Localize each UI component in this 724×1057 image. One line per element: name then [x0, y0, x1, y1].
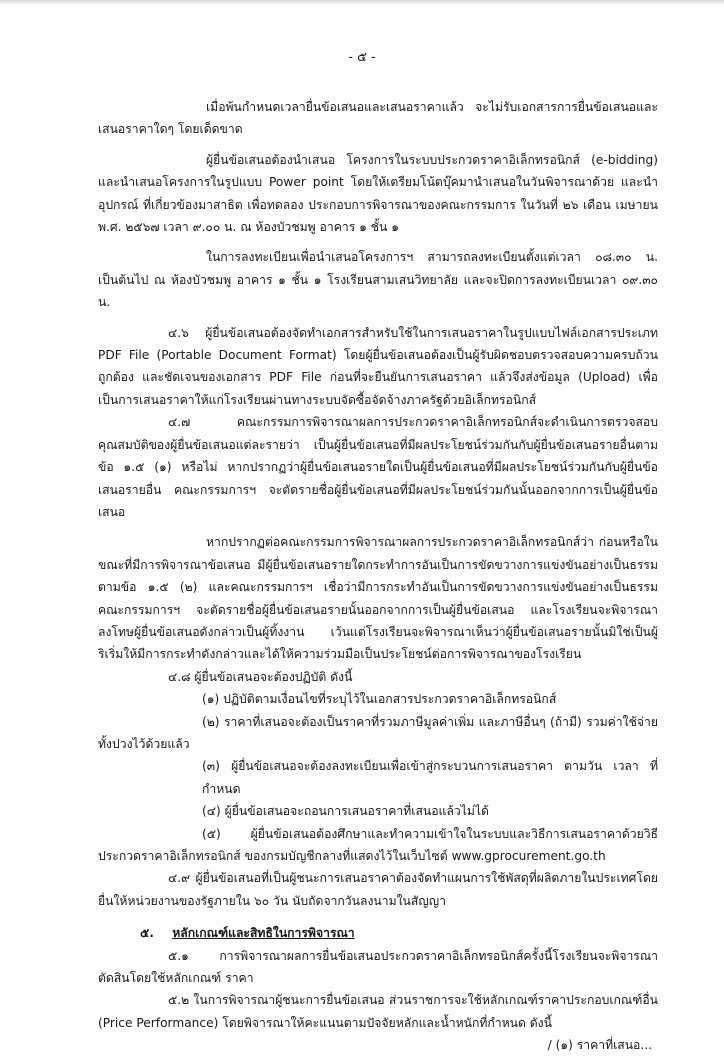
clause-4-8-item-5: (๕) ผู้ยื่นข้อเสนอต้องศึกษาและทำความเข้าใจในระบบและวิธีการเสนอราคาด้วยวิธีประกวดราคาอิเล็กทรอนิกส์ ของกรมบัญชีกลางที่แสดงไว้ในเว็บไซต์ www.gprocurement.go.th [98, 826, 658, 863]
page-number: - ๕ - [348, 50, 376, 65]
clause-4-9: ๔.๙ ผู้ยื่นข้อเสนอที่เป็นผู้ชนะการเสนอราคาต้องจัดทำแผนการใช้พัสดุที่ผลิตภายในประเทศโดยยื่นให้หน่วยงานของรัฐภายใน ๖๐ วัน นับถัดจากวันลงนามในสัญญา [98, 871, 658, 908]
clause-4-6: ๔.๖ ผู้ยื่นข้อเสนอต้องจัดทำเอกสารสำหรับใช้ในการเสนอราคาในรูปแบบไฟล์เอกสารประเภท PDF File (Portable Document Format) โดยผู้ยื่นข้อเสนอต้องเป็นผู้รับผิดชอบตรวจสอบความครบถ้วน ถูกต้อง และชัดเจนของเอกสาร PDF File ก่อนที่จะยืนยันการเสนอราคา แล้วจึงส่งข้อมูล (Upload) เพื่อเป็นการเสนอราคาให้แก่โรงเรียนผ่านทางระบบจัดซื้อจัดจ้างภาครัฐด้วยอิเล็กทรอนิกส์ [98, 325, 658, 407]
paragraph-presentation: ผู้ยื่นข้อเสนอต้องนำเสนอ โครงการในระบบประกวดราคาอิเล็กทรอนิกส์ (e-bidding) และนำเสนอโครงการในรูปแบบ Power point โดยให้เตรียมโน้ตบุ๊คมานำเสนอในวันพิจารณาด้วย และนำอุปกรณ์ ที่เกี่ยวข้องมาสาธิต เพื่อทดลอง ประกอบการพิจารณาของคณะกรรมการ ในวันที่ ๒๖ เดือน เมษายน พ.ศ. ๒๕๖๗ เวลา ๙.๐๐ น. ณ ห้องบัวชมพู อาคาร ๑ ชั้น ๑ [98, 152, 658, 235]
clause-4-8-item-3: (๓) ผู้ยื่นข้อเสนอจะต้องลงทะเบียนเพื่อเข้าสู่กระบวนการเสนอราคา ตามวัน เวลา ที่กำหนด [202, 759, 658, 796]
clause-4-8-item-1: (๑) ปฏิบัติตามเงื่อนไขที่ระบุไว้ในเอกสารประกวดราคาอิเล็กทรอนิกส์ [202, 692, 557, 707]
clause-4-7-collusion: หากปรากฏต่อคณะกรรมการพิจารณาผลการประกวดราคาอิเล็กทรอนิกส์ว่า ก่อนหรือในขณะที่มีการพิจารณาข้อเสนอ มีผู้ยื่นข้อเสนอรายใดกระทำการอันเป็นการขัดขวางการแข่งขันอย่างเป็นธรรม ตามข้อ ๑.๕ (๒) และคณะกรรมการฯ เชื่อว่ามีการกระทำอันเป็นการขัดขวางการแข่งขันอย่างเป็นธรรม คณะกรรมการฯ จะตัดรายชื่อผู้ยื่นข้อเสนอรายนั้นออกจากการเป็นผู้ยื่นข้อเสนอ และโรงเรียนจะพิจารณาลงโทษผู้ยื่นข้อเสนอดังกล่าวเป็นผู้ทิ้งงาน เว้นแต่โรงเรียนจะพิจารณาเห็นว่าผู้ยื่นข้อเสนอรายนั้นมิใช่เป็นผู้ริเริ่มให้มีการกระทำดังกล่าวและได้ให้ความร่วมมือเป็นประโยชน์ต่อการพิจารณาของโรงเรียน [98, 535, 658, 662]
clause-4-8-item-4: (๔) ผู้ยื่นข้อเสนอจะถอนการเสนอราคาที่เสนอแล้วไม่ได้ [202, 804, 489, 819]
scan-edge [0, 0, 724, 4]
section-5-number: ๕. [140, 926, 154, 941]
clause-4-7: ๔.๗ คณะกรรมการพิจารณาผลการประกวดราคาอิเล็กทรอนิกส์จะดำเนินการตรวจสอบคุณสมบัติของผู้ยื่นข้อเสนอแต่ละรายว่า เป็นผู้ยื่นข้อเสนอที่มีผลประโยชน์ร่วมกันกับผู้ยื่นข้อเสนอรายอื่นตามข้อ ๑.๕ (๑) หรือไม่ หากปรากฏว่าผู้ยื่นข้อเสนอรายใดเป็นผู้ยื่นข้อเสนอที่มีผลประโยชน์ร่วมกันกับผู้ยื่นข้อเสนอรายอื่น คณะกรรมการฯ จะตัดรายชื่อผู้ยื่นข้อเสนอที่มีผลประโยชน์ร่วมกันนั้นออกจากการเป็นผู้ยื่นข้อเสนอ [98, 415, 658, 519]
clause-4-8: ๔.๘ ผู้ยื่นข้อเสนอจะต้องปฏิบัติ ดังนี้ [168, 669, 353, 684]
paragraph-late-submission: เมื่อพ้นกำหนดเวลายื่นข้อเสนอและเสนอราคาแล้ว จะไม่รับเอกสารการยื่นข้อเสนอและเสนอราคาใดๆ โดยเด็ดขาด [98, 100, 658, 137]
paragraph-registration: ในการลงทะเบียนเพื่อนำเสนอโครงการฯ สามารถลงทะเบียนตั้งแต่เวลา ๐๘.๓๐ น. เป็นต้นไป ณ ห้องบัวชมพู อาคาร ๑ ชั้น ๑ โรงเรียนสามเสนวิทยาลัย และจะปิดการลงทะเบียนเวลา ๐๙.๓๐ น. [98, 250, 658, 310]
clause-5-2: ๕.๒ ในการพิจารณาผู้ชนะการยื่นข้อเสนอ ส่วนราชการจะใช้หลักเกณฑ์ราคาประกอบเกณฑ์อื่น (Price Performance) โดยพิจารณาให้คะแนนตามปัจจัยหลักและน้ำหนักที่กำหนด ดังนี้ [98, 993, 658, 1030]
clause-4-8-item-2: (๒) ราคาที่เสนอจะต้องเป็นราคาที่รวมภาษีมูลค่าเพิ่ม และภาษีอื่นๆ (ถ้ามี) รวมค่าใช้จ่ายทั้งปวงไว้ด้วยแล้ว [98, 714, 658, 751]
section-5-title: หลักเกณฑ์และสิทธิในการพิจารณา [172, 926, 355, 941]
section-5-heading [98, 922, 658, 944]
document-body [98, 96, 658, 1057]
clause-5-1: ๕.๑ การพิจารณาผลการยื่นข้อเสนอประกวดราคาอิเล็กทรอนิกส์ครั้งนี้โรงเรียนจะพิจารณาตัดสินโดยใช้หลักเกณฑ์ ราคา [98, 948, 658, 986]
continuation-marker: / (๑) ราคาที่เสนอ... [547, 1038, 652, 1053]
